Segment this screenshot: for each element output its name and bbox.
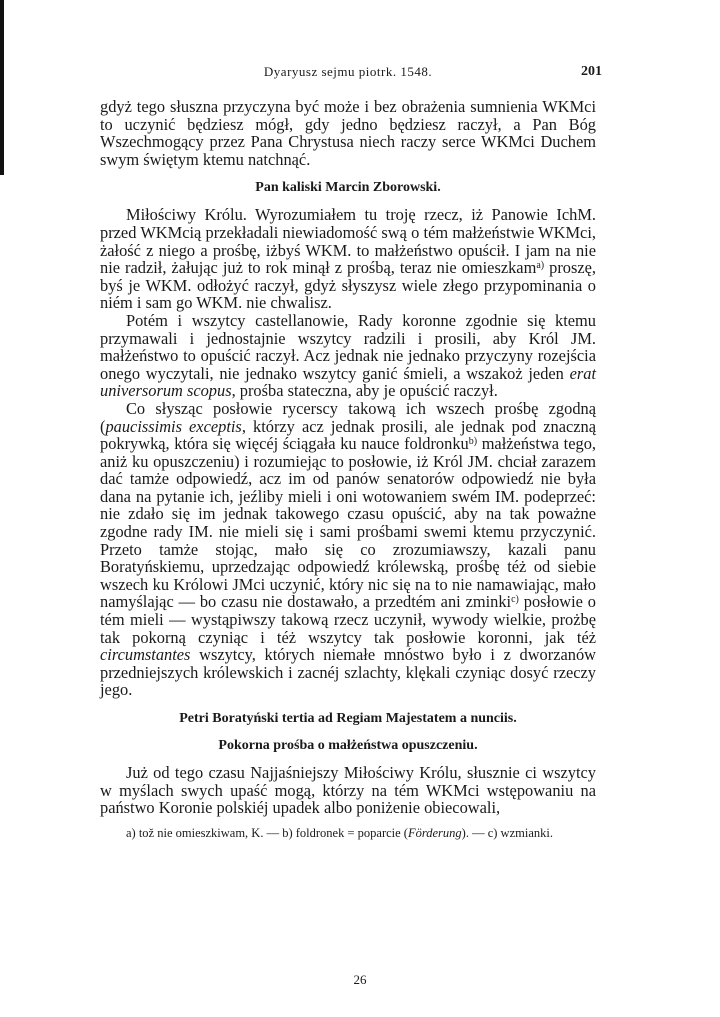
paragraph-continuation: gdyż tego słuszna przyczyna być może i bez obrażenia sumnienia WKMci to uczynić będziesz mógł, gdy jedno będziesz raczył, a Pan Bóg Wszechmogący przez Pana Chrystusa niech raczy serce WKMci Duchem swym świętym ktemu natchnąć. — [100, 97, 596, 169]
binding-edge — [0, 0, 4, 175]
page-number: 201 — [581, 64, 602, 79]
paragraph-envoys: Co słysząc posłowie rycerscy takową ich wszech prośbę zgodną (paucissimis exceptis, którzy acz jednak prosili, ale jednak pod znaczną pokrywką, która się więcéj ściągała ku nauce foldronku$^{b)}$ małżeństwa tego, aniż ku opuszczeniu) i rozumiejąc to posłowie, iż Król JM. chciał zarazem dać tamże odpowiedź, acz im od panów senatorów odpowiedź nie była dana na pytanie ich, jeźliby mieli i oni wotowaniem swém IM. podeprzeć: nie zdało się im jednak takowego czasu opuścić, aby na tak poważne zgodne rady IM. nie mieli się i sami prośbami swemi ktemu przyczynić. Przeto tamże stojąc, mało się co zrozumiawszy, kazali panu Boratyńskiemu, uprzedzając odpowiedź królewską, prośbę téż od siebie wszech ku Królowi JMci uczynić, który nic się na to nie namawiając, mało namyślając — bo czasu nie dostawało, a przedtém ani zminki$^{c)}$ posłowie o tém mieli — wystąpiwszy takową rzecz uczynił, wywody wielkie, prożbę tak pokorną czyniąc i téż wszytcy tak posłowie koronni, jak téż circumstantes wszytcy, których niemałe mnóstwo było i z dworzanów przedniejszych królewskich i zacnéj szlachty, klękali czyniąc dosyć rzeczy jego. — [100, 398, 597, 700]
section-heading-zborowski: Pan kaliski Marcin Zborowski. — [255, 180, 441, 196]
german-term: Förderung — [407, 825, 462, 840]
page-header — [100, 60, 602, 84]
book-page — [100, 60, 602, 841]
signature-mark: 26 — [353, 972, 367, 987]
latin-phrase: circumstantes — [100, 645, 191, 665]
footnote-ref-b: b) — [468, 436, 478, 448]
running-title: Dyaryusz sejmu piotrk. 1548. — [263, 64, 433, 79]
latin-phrase: paucissimis exceptis — [105, 416, 242, 436]
footnotes: a) tož nie omieszkiwam, K. — b) foldronek = poparcie (Förderung). — c) wzmianki. — [126, 825, 553, 840]
paragraph-castellans: Potém i wszytcy castellanowie, Rady koronne zgodnie się ktemu przymawali i jednostajnie wszytcy radzili i prosili, aby Król JM. małżeństwo to opuścić raczył. Acz jednak nie jednako przyczyny rozejścia onego wyczytali, nie jednako wszytcy ganić śmieli, a wszakoż jeden erat universorum scopus, prośba stateczna, aby je opuścić raczył. — [100, 310, 596, 401]
footnote-ref-c: c) — [511, 594, 519, 606]
paragraph-zborowski-speech: Miłościwy Królu. Wyrozumiałem tu troję rzecz, iż Panowie IchM. przed WKMcią przekładali niewiadomość swą o tém małżeństwie WKMci, żałość z niego a prośbę, iżbyś WKM. to małżeństwo opuścił. I jam na nie nie radził, żałując już to rok minął z prośbą, teraz nie omieszkam$^{a)}$ proszę, byś je WKM. odłożyć raczył, gdyż słyszysz wiele złego przypominania o niém i sam go WKM. nie chwalisz. — [100, 205, 596, 313]
latin-phrase: erat universorum scopus — [100, 363, 596, 401]
section-heading-boratynski: Petri Boratyński tertia ad Regiam Majestatem a nunciis. — [179, 711, 517, 726]
section-subheading-petition: Pokorna prośba o małżeństwa opuszczeniu. — [218, 738, 478, 753]
footnote-ref-a: a) — [536, 260, 545, 272]
paragraph-boratynski-speech: Już od tego czasu Najjaśniejszy Miłościwy Królu, słusznie ci wszytcy w myślach swych upaść mogą, którzy na tém WKMci wstępowaniu na państwo Koronie polskiéj upadek albo poniżenie obiecowali, — [100, 763, 596, 818]
page-body — [100, 98, 596, 817]
